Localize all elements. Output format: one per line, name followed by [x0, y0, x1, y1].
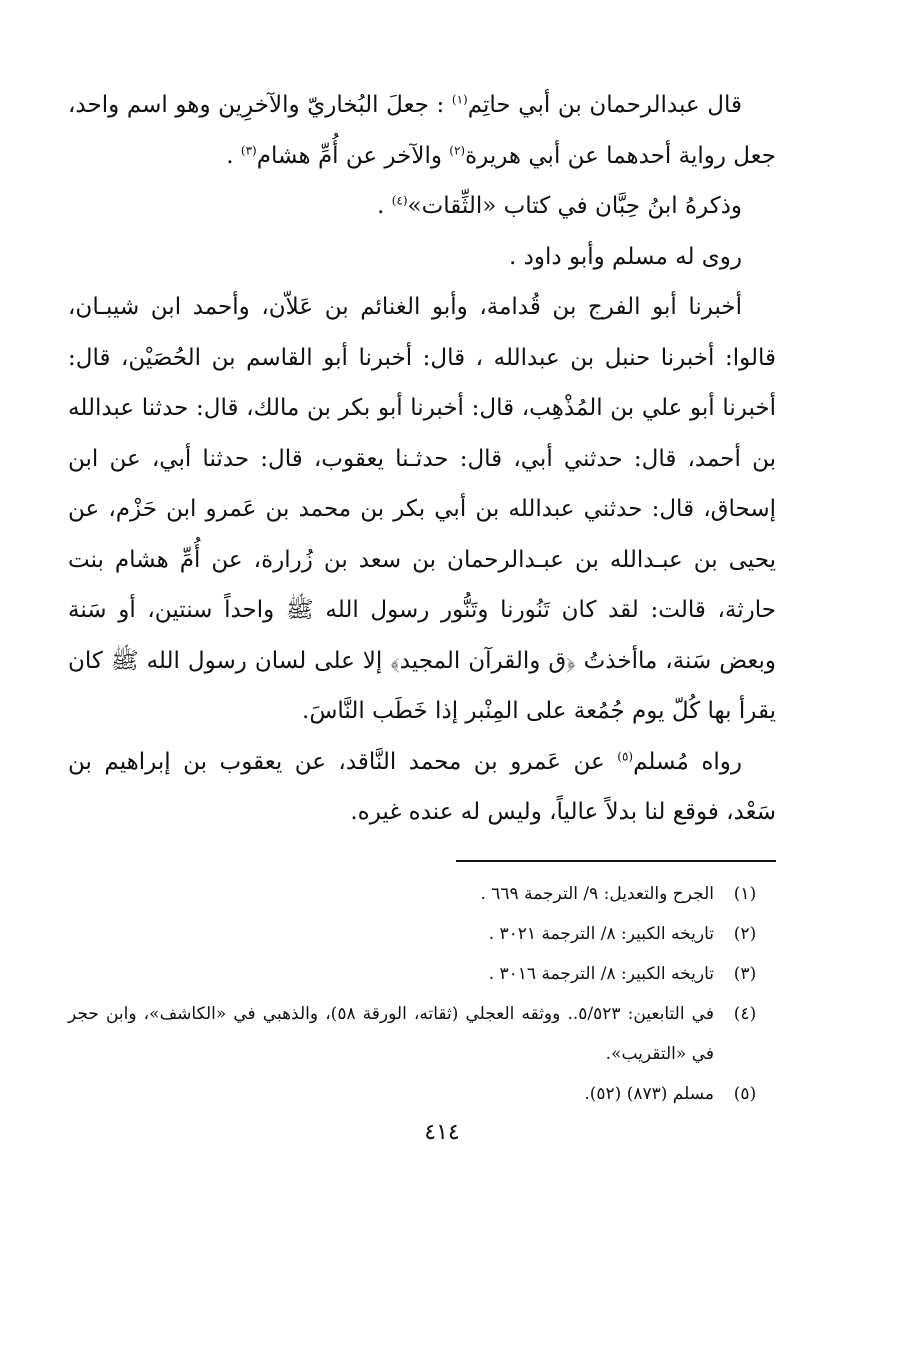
paragraph-ibn-abi-hatim [68, 80, 776, 181]
footnote-ref-1: (١) [451, 92, 468, 107]
footnote-number: (١) [733, 883, 757, 904]
footnote-item [68, 914, 776, 954]
paragraph-muslim-narration [68, 737, 776, 838]
footnote-number: (٢) [733, 923, 757, 944]
text-run: روى له مسلم وأبو داود . [509, 243, 742, 270]
footnote-text: تاريخه الكبير: ٨/ الترجمة ٣٠١٦ . [488, 963, 714, 984]
footnote-number: (٤) [733, 1003, 757, 1024]
footnote-text: الجرح والتعديل: ٩/ الترجمة ٦٦٩ . [480, 883, 714, 904]
text-run: والآخر عن أُمِّ هشام [256, 142, 450, 169]
paragraph-narrators [68, 232, 776, 283]
footnote-text: تاريخه الكبير: ٨/ الترجمة ٣٠٢١ . [488, 923, 714, 944]
footnote-text: مسلم (٨٧٣) (٥٢). [584, 1083, 714, 1104]
footnote-ref-5: (٥) [617, 748, 634, 763]
paragraph-ibn-hibban [68, 181, 776, 232]
footnote-text: في التابعين: ٥/٥٢٣.. ووثقه العجلي (ثقاته، الورقة ٥٨)، والذهبي في «الكاشف»، وابن حجر في «التقريب». [68, 1003, 714, 1064]
footnote-ref-3: (٣) [240, 142, 257, 157]
text-run: : جعلَ البُخاريّ والآخرِين وهو اسم واحد، جعل رواية أحدهما عن أبي هريرة [68, 92, 776, 169]
footnote-item [68, 1074, 776, 1114]
main-text [68, 80, 776, 838]
text-run: وذكرهُ ابنُ حِبَّان في كتاب «الثِّقات» [407, 193, 742, 219]
paragraph-isnad-hadith [68, 282, 776, 737]
footnotes [68, 874, 776, 1114]
footnote-ref-2: (٢) [449, 142, 466, 157]
text-run: عن عَمرو بن محمد النَّاقد، عن يعقوب بن إبراهيم بن سَعْد، فوقع لنا بدلاً عالياً، وليس له عنده غيره. [68, 748, 776, 825]
footnote-item [68, 994, 776, 1074]
text-run: . [226, 142, 241, 169]
footnote-item [68, 954, 776, 994]
page-number: ٤١٤ [424, 1119, 460, 1145]
footnote-divider [456, 860, 776, 862]
text-run: أخبرنا أبو الفرج بن قُدامة، وأبو الغنائم بن عَلاّن، وأحمد ابن شيبـان، قالوا: أخبرنا حنبل بن عبدالله ، قال: أخبرنا أبو القاسم بن الحُصَيْن، قال: أخبرنا أبو علي بن المُذْهِب، قال: أخبرنا أبو بكر بن مالك، قال: حدثنا عبدالله بن أحمد، قال: حدثني أبي، قال: حدثـنا يعقوب، قال: حدثنا أبي، عن ابن إسحاق، قال: حدثني عبدالله بن أبي بكر بن محمد بن عَمرو ابن حَزْم، عن يحيى بن عبـدالله بن عبـدالرحمان بن سعد بن زُرارة، عن أُمِّ هشام بنت حارثة، قالت: لقد كان تَنُورنا وتَنُّور رسول الله ﷺ واحداً سنتين، أو سَنة وبعض سَنة، ماأخذتُ ﴿ق والقرآن المجيد﴾ إلا على لسان رسول الله ﷺ كان يقرأ بها كُلّ يوم جُمُعة على المِنْبر إذا خَطَب النَّاسَ. [68, 294, 776, 724]
text-run: رواه مُسلم [633, 748, 742, 775]
footnote-item [68, 874, 776, 914]
footnote-ref-4: (٤) [391, 193, 408, 208]
text-run: . [377, 193, 392, 219]
footnote-number: (٥) [733, 1083, 757, 1104]
text-run: قال عبدالرحمان بن أبي حاتِم [467, 92, 742, 118]
footnote-number: (٣) [733, 963, 757, 984]
